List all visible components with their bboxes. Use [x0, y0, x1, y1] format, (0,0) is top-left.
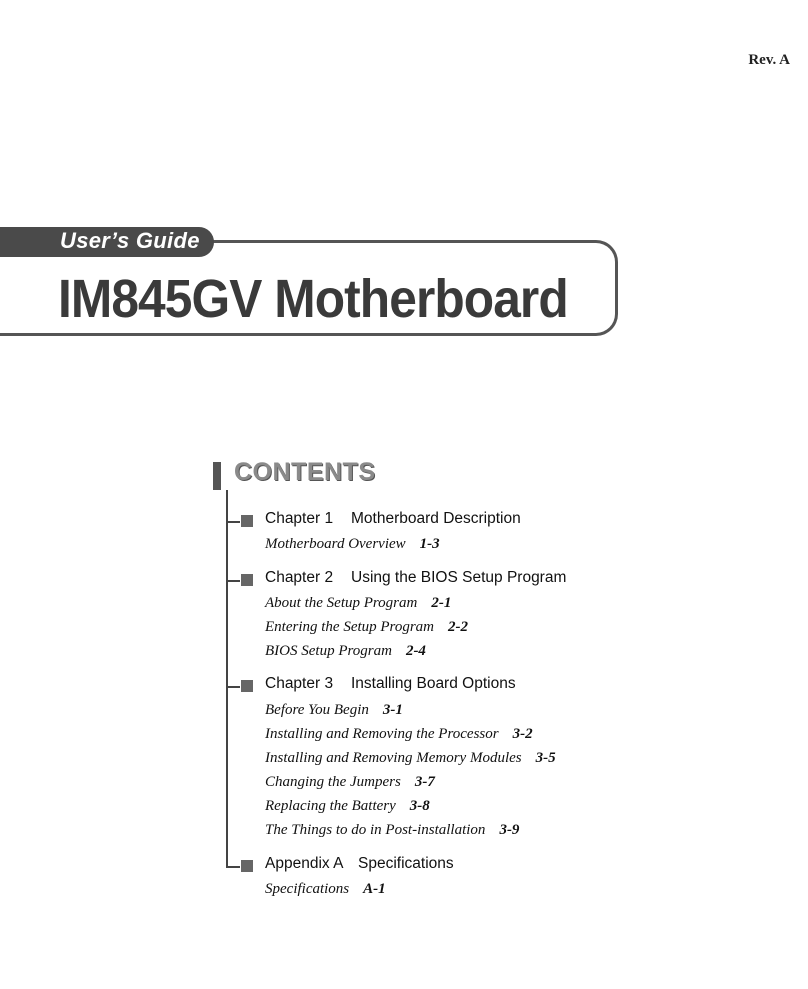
- entry-page: 1-3: [419, 536, 440, 552]
- entry-title: Entering the Setup Program: [265, 619, 435, 635]
- entry-title: Motherboard Overview: [265, 536, 406, 552]
- chapter-title: Specifications: [358, 855, 454, 872]
- document-title: IM845GV Motherboard: [58, 269, 568, 329]
- chapter-number: Appendix A: [265, 855, 344, 872]
- revision-label: Rev. A: [748, 52, 790, 68]
- entry-page: 2-1: [431, 595, 452, 611]
- entry-page: A-1: [363, 881, 386, 897]
- entry-title: Before You Begin: [265, 702, 369, 718]
- toc-entry[interactable]: [265, 822, 519, 839]
- chapter-title: Using the BIOS Setup Program: [351, 569, 567, 586]
- toc-entry[interactable]: [265, 750, 556, 767]
- entry-page: 3-1: [382, 702, 403, 718]
- chapter-number: Chapter 3: [265, 675, 334, 692]
- bullet-square-icon: [241, 515, 253, 527]
- toc-entry[interactable]: [265, 643, 426, 660]
- entry-page: 3-9: [499, 822, 520, 838]
- entry-title: Replacing the Battery: [265, 798, 396, 814]
- contents-heading: CONTENTS: [234, 458, 376, 486]
- tree-branch: [226, 686, 240, 688]
- entry-page: 2-2: [448, 619, 469, 635]
- toc-entry[interactable]: [265, 619, 468, 636]
- chapter-number: Chapter 2: [265, 569, 334, 586]
- entry-title: About the Setup Program: [265, 595, 418, 611]
- entry-title: BIOS Setup Program: [265, 643, 392, 659]
- entry-page: 3-7: [414, 774, 435, 790]
- toc-entry[interactable]: [265, 881, 386, 898]
- entry-title: Changing the Jumpers: [265, 774, 401, 790]
- chapter-title: Installing Board Options: [351, 675, 516, 692]
- toc-entry[interactable]: [265, 702, 403, 719]
- toc-entry[interactable]: [265, 726, 533, 743]
- tree-branch: [226, 580, 240, 582]
- toc-entry[interactable]: [265, 798, 430, 815]
- chapter-heading: [265, 855, 454, 873]
- entry-title: Installing and Removing the Processor: [265, 726, 499, 742]
- toc-entry[interactable]: [265, 595, 451, 612]
- toc-entry[interactable]: [265, 774, 435, 791]
- chapter-heading: [265, 675, 516, 693]
- tree-branch: [226, 521, 240, 523]
- entry-page: 3-5: [535, 750, 556, 766]
- tree-branch: [226, 866, 240, 868]
- chapter-heading: [265, 510, 521, 528]
- bullet-square-icon: [241, 860, 253, 872]
- chapter-number: Chapter 1: [265, 510, 334, 527]
- entry-page: 3-2: [512, 726, 533, 742]
- entry-page: 2-4: [405, 643, 426, 659]
- chapter-title: Motherboard Description: [351, 510, 521, 527]
- bullet-square-icon: [241, 574, 253, 586]
- bullet-square-icon: [241, 680, 253, 692]
- contents-marker: [213, 462, 221, 490]
- chapter-heading: [265, 569, 566, 587]
- entry-title: The Things to do in Post-installation: [265, 822, 486, 838]
- entry-title: Specifications: [265, 881, 350, 897]
- contents-tree-line: [226, 490, 228, 866]
- entry-title: Installing and Removing Memory Modules: [265, 750, 522, 766]
- entry-page: 3-8: [409, 798, 430, 814]
- subtitle: User’s Guide: [60, 228, 200, 253]
- toc-entry[interactable]: [265, 536, 440, 553]
